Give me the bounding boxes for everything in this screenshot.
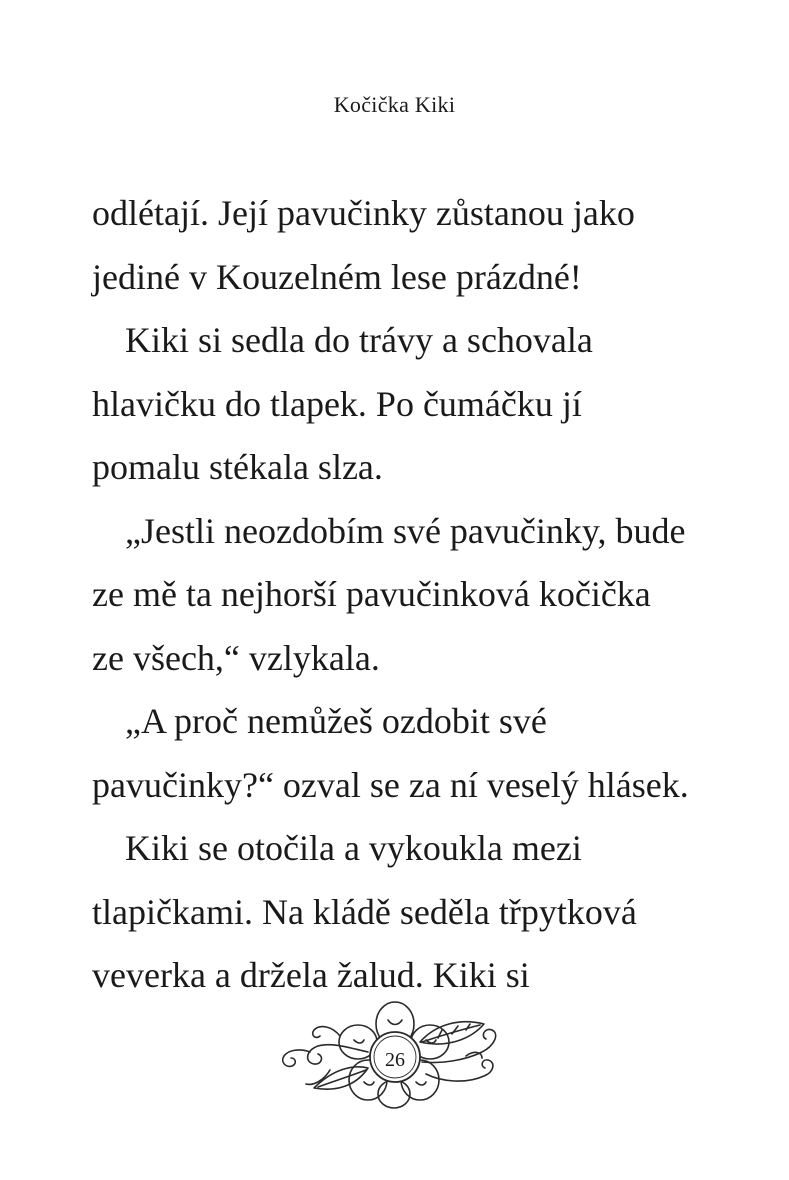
text-line: jediné v Kouzelném lese prázdné! (92, 256, 582, 297)
text-line: odlétají. Její pavučinky zůstanou jako (92, 193, 635, 233)
text-line: „A proč nemůžeš ozdobit své (125, 701, 547, 741)
text-line: ze všech,“ vzlykala. (92, 637, 380, 678)
text-line: tlapičkami. Na kládě seděla třpytková (92, 891, 637, 932)
running-head-title: Kočička Kiki (333, 92, 456, 117)
page-number: 26 (385, 1049, 405, 1071)
text-line: ze mě ta nejhorší pavučinková kočička (92, 574, 651, 614)
text-line: Kiki si sedla do trávy a schovala (125, 320, 593, 360)
page-body-text (92, 182, 712, 1008)
text-line: pomalu stékala slza. (92, 447, 383, 487)
text-line: hlavičku do tlapek. Po čumáčku jí (92, 383, 582, 424)
text-line: pavučinky?“ ozval se za ní veselý hlásek. (92, 764, 689, 805)
text-line: veverka a držela žalud. Kiki si (92, 955, 530, 995)
text-line: „Jestli neozdobím své pavučinky, bude (125, 510, 686, 551)
text-line: Kiki se otočila a vykoukla mezi (125, 828, 582, 868)
